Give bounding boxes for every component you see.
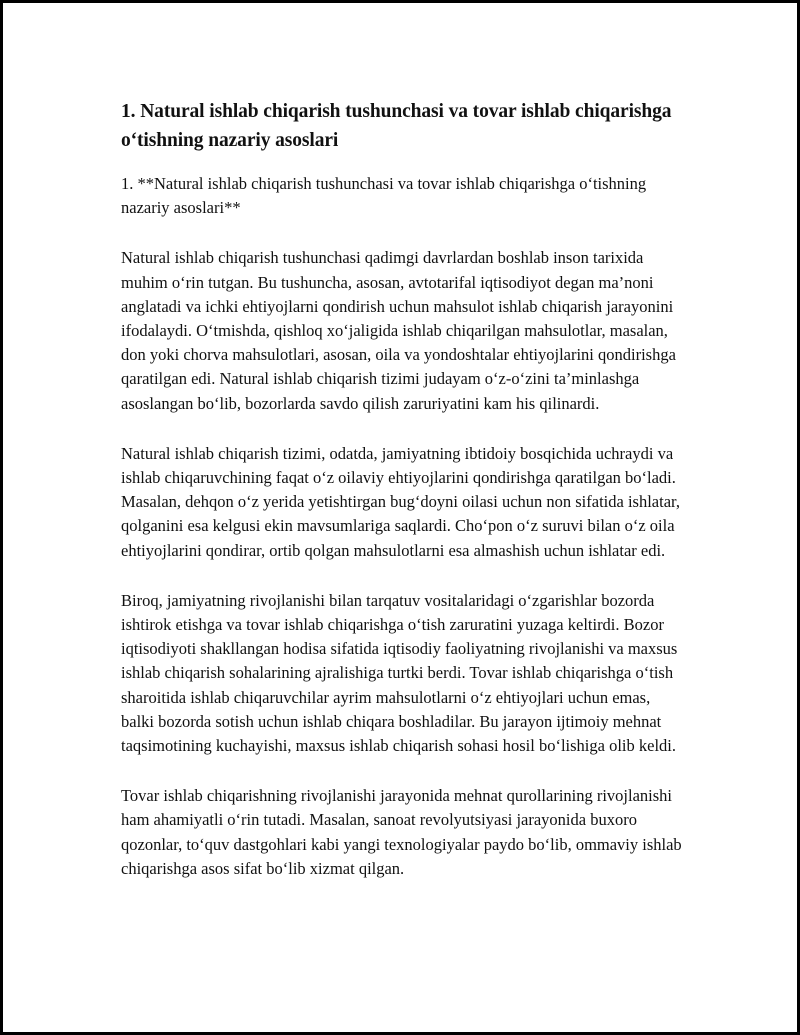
paragraph-natural-production-concept: Natural ishlab chiqarish tushunchasi qadimgi davrlardan boshlab inson tarixida muhim o‘rin tutgan. Bu tushuncha, asosan, avtotarifal iqtisodiyot degan ma’noni anglatadi va ichki ehtiyojlarni qondirish uchun mahsulot ishlab chiqarish jarayonini ifodalaydi. O‘tmishda, qishloq xo‘jaligida ishlab chiqarilgan mahsulotlar, masalan, don yoki chorva mahsulotlari, asosan, oila va yondoshtalar ehtiyojlarini qondirishga qaratilgan edi. Natural ishlab chiqarish tizimi judayam o‘z-o‘zini ta’minlashga asoslangan bo‘lib, bozorlarda savdo qilish zaruriyatini kam his qilinardi. xyxy=(121,248,676,413)
heading-echo-paragraph: 1. **Natural ishlab chiqarish tushunchasi va tovar ishlab chiqarishga o‘tishning nazariy asoslari** xyxy=(121,174,647,218)
document-body xyxy=(121,97,687,881)
section-heading: 1. Natural ishlab chiqarish tushunchasi va tovar ishlab chiqarishga o‘tishning nazariy asoslari xyxy=(121,101,672,151)
paragraph-labor-tools-development: Tovar ishlab chiqarishning rivojlanishi jarayonida mehnat qurollarining rivojlanishi ham ahamiyatli o‘rin tutadi. Masalan, sanoat revolyutsiyasi jarayonida buxoro qozonlar, to‘quv dastgohlari kabi yangi texnologiyalar paydo bo‘lib, ommaviy ishlab chiqarishga asos sifat bo‘lib xizmat qilgan. xyxy=(121,786,682,878)
paragraph-transition-to-commodity: Biroq, jamiyatning rivojlanishi bilan tarqatuv vositalaridagi o‘zgarishlar bozorda ishtirok etishga va tovar ishlab chiqarishga o‘tish zaruratini yuzaga keltirdi. Bozor iqtisodiyoti shakllangan hodisa sifatida iqtisodiy faoliyatning rivojlanishi va maxsus ishlab chiqarish sohalarining ajralishiga turtki berdi. Tovar ishlab chiqarishga o‘tish sharoitida ishlab chiqaruvchilar ayrim mahsulotlarni o‘z ehtiyojlari uchun emas, balki bozorda sotish uchun ishlab chiqara boshladilar. Bu jarayon ijtimoiy mehnat taqsimotining kuchayishi, maxsus ishlab chiqarish sohasi hosil bo‘lishiga olib keldi. xyxy=(121,590,678,756)
paragraph-natural-production-system: Natural ishlab chiqarish tizimi, odatda, jamiyatning ibtidoiy bosqichida uchraydi va ishlab chiqaruvchining faqat o‘z oilaviy ehtiyojlarini qondirishga qaratilgan bo‘ladi. Masalan, dehqon o‘z yerida yetishtirgan bug‘doyni oilasi uchun non sifatida ishlatar, qolganini esa kelgusi ekin mavsumlariga saqlardi. Cho‘pon o‘z suruvi bilan o‘z oila ehtiyojlarini qondirar, ortib qolgan mahsulotlarni esa almashish uchun ishlatar edi. xyxy=(121,443,680,560)
